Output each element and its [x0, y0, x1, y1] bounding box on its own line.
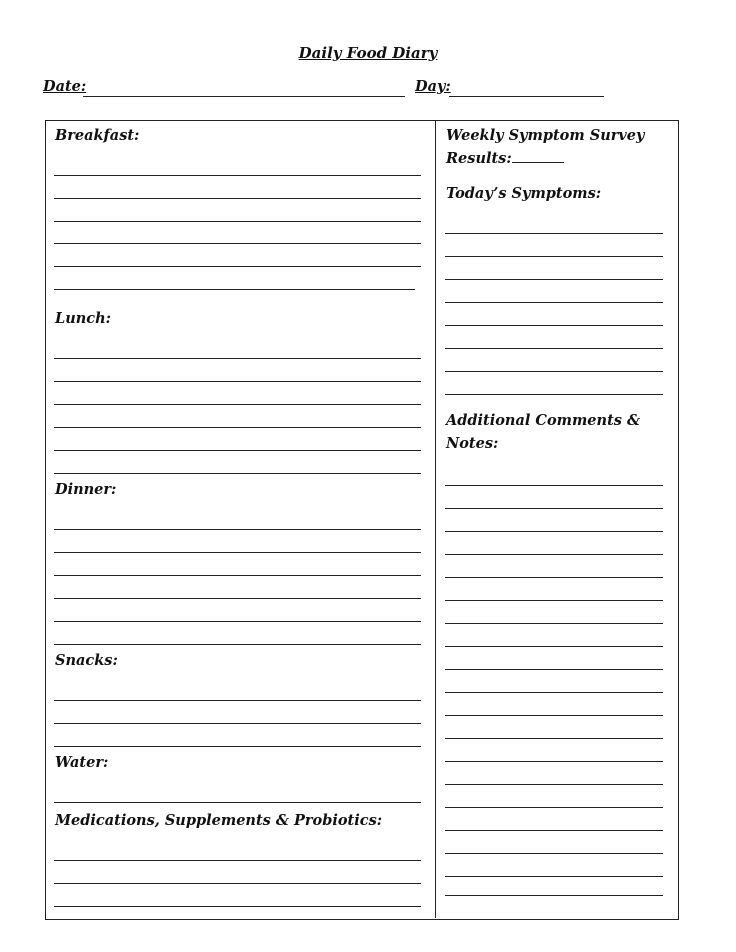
- breakfast-line[interactable]: [54, 175, 421, 176]
- medications-label: Medications, Supplements & Probiotics:: [55, 812, 383, 829]
- comment-line[interactable]: [445, 830, 663, 831]
- dinner-line[interactable]: [54, 644, 421, 645]
- symptom-line[interactable]: [445, 256, 663, 257]
- comment-line[interactable]: [445, 692, 663, 693]
- water-line[interactable]: [54, 802, 421, 803]
- dinner-line[interactable]: [54, 621, 421, 622]
- comment-line[interactable]: [445, 646, 663, 647]
- date-field-line[interactable]: [83, 96, 405, 97]
- symptoms-label: Today’s Symptoms:: [446, 185, 602, 202]
- comment-line[interactable]: [445, 623, 663, 624]
- symptom-line[interactable]: [445, 371, 663, 372]
- breakfast-label: Breakfast:: [55, 127, 140, 144]
- column-divider: [435, 120, 436, 918]
- comment-line[interactable]: [445, 600, 663, 601]
- lunch-line[interactable]: [54, 358, 421, 359]
- medications-line[interactable]: [54, 906, 421, 907]
- lunch-line[interactable]: [54, 473, 421, 474]
- day-field-line[interactable]: [449, 96, 604, 97]
- breakfast-line[interactable]: [54, 266, 421, 267]
- breakfast-line[interactable]: [54, 198, 421, 199]
- comment-line[interactable]: [445, 669, 663, 670]
- lunch-line[interactable]: [54, 404, 421, 405]
- comment-line[interactable]: [445, 784, 663, 785]
- day-label: Day:: [415, 78, 451, 95]
- medications-line[interactable]: [54, 860, 421, 861]
- symptom-line[interactable]: [445, 233, 663, 234]
- breakfast-line[interactable]: [54, 289, 415, 290]
- dinner-line[interactable]: [54, 575, 421, 576]
- snacks-line[interactable]: [54, 723, 421, 724]
- diary-table: [45, 120, 679, 920]
- snacks-line[interactable]: [54, 746, 421, 747]
- date-label: Date:: [43, 78, 87, 95]
- breakfast-line[interactable]: [54, 221, 421, 222]
- survey-title: Weekly Symptom Survey: [446, 127, 645, 144]
- comment-line[interactable]: [445, 554, 663, 555]
- comment-line[interactable]: [445, 738, 663, 739]
- dinner-line[interactable]: [54, 552, 421, 553]
- comment-line[interactable]: [445, 508, 663, 509]
- page-title: Daily Food Diary: [298, 44, 438, 62]
- comment-line[interactable]: [445, 853, 663, 854]
- comments-label: [446, 409, 640, 455]
- symptom-line[interactable]: [445, 302, 663, 303]
- dinner-line[interactable]: [54, 529, 421, 530]
- survey-results-label: Results:: [446, 150, 512, 167]
- breakfast-line[interactable]: [54, 243, 421, 244]
- comment-line[interactable]: [445, 876, 663, 877]
- comment-line[interactable]: [445, 761, 663, 762]
- water-label: Water:: [55, 754, 109, 771]
- lunch-line[interactable]: [54, 381, 421, 382]
- comments-title-line2: Notes:: [446, 435, 499, 452]
- snacks-line[interactable]: [54, 700, 421, 701]
- lunch-line[interactable]: [54, 427, 421, 428]
- symptom-line[interactable]: [445, 348, 663, 349]
- dinner-line[interactable]: [54, 598, 421, 599]
- comments-title-line1: Additional Comments &: [446, 412, 641, 429]
- comment-line[interactable]: [445, 895, 663, 896]
- symptom-line[interactable]: [445, 325, 663, 326]
- comment-line[interactable]: [445, 531, 663, 532]
- comment-line[interactable]: [445, 807, 663, 808]
- lunch-label: Lunch:: [55, 310, 112, 327]
- survey-label: [446, 124, 644, 170]
- comment-line[interactable]: [445, 715, 663, 716]
- symptom-line[interactable]: [445, 279, 663, 280]
- survey-results-blank[interactable]: [512, 148, 564, 163]
- snacks-label: Snacks:: [55, 652, 118, 669]
- medications-line[interactable]: [54, 883, 421, 884]
- dinner-label: Dinner:: [55, 481, 117, 498]
- symptom-line[interactable]: [445, 394, 663, 395]
- lunch-line[interactable]: [54, 450, 421, 451]
- comment-line[interactable]: [445, 485, 663, 486]
- comment-line[interactable]: [445, 577, 663, 578]
